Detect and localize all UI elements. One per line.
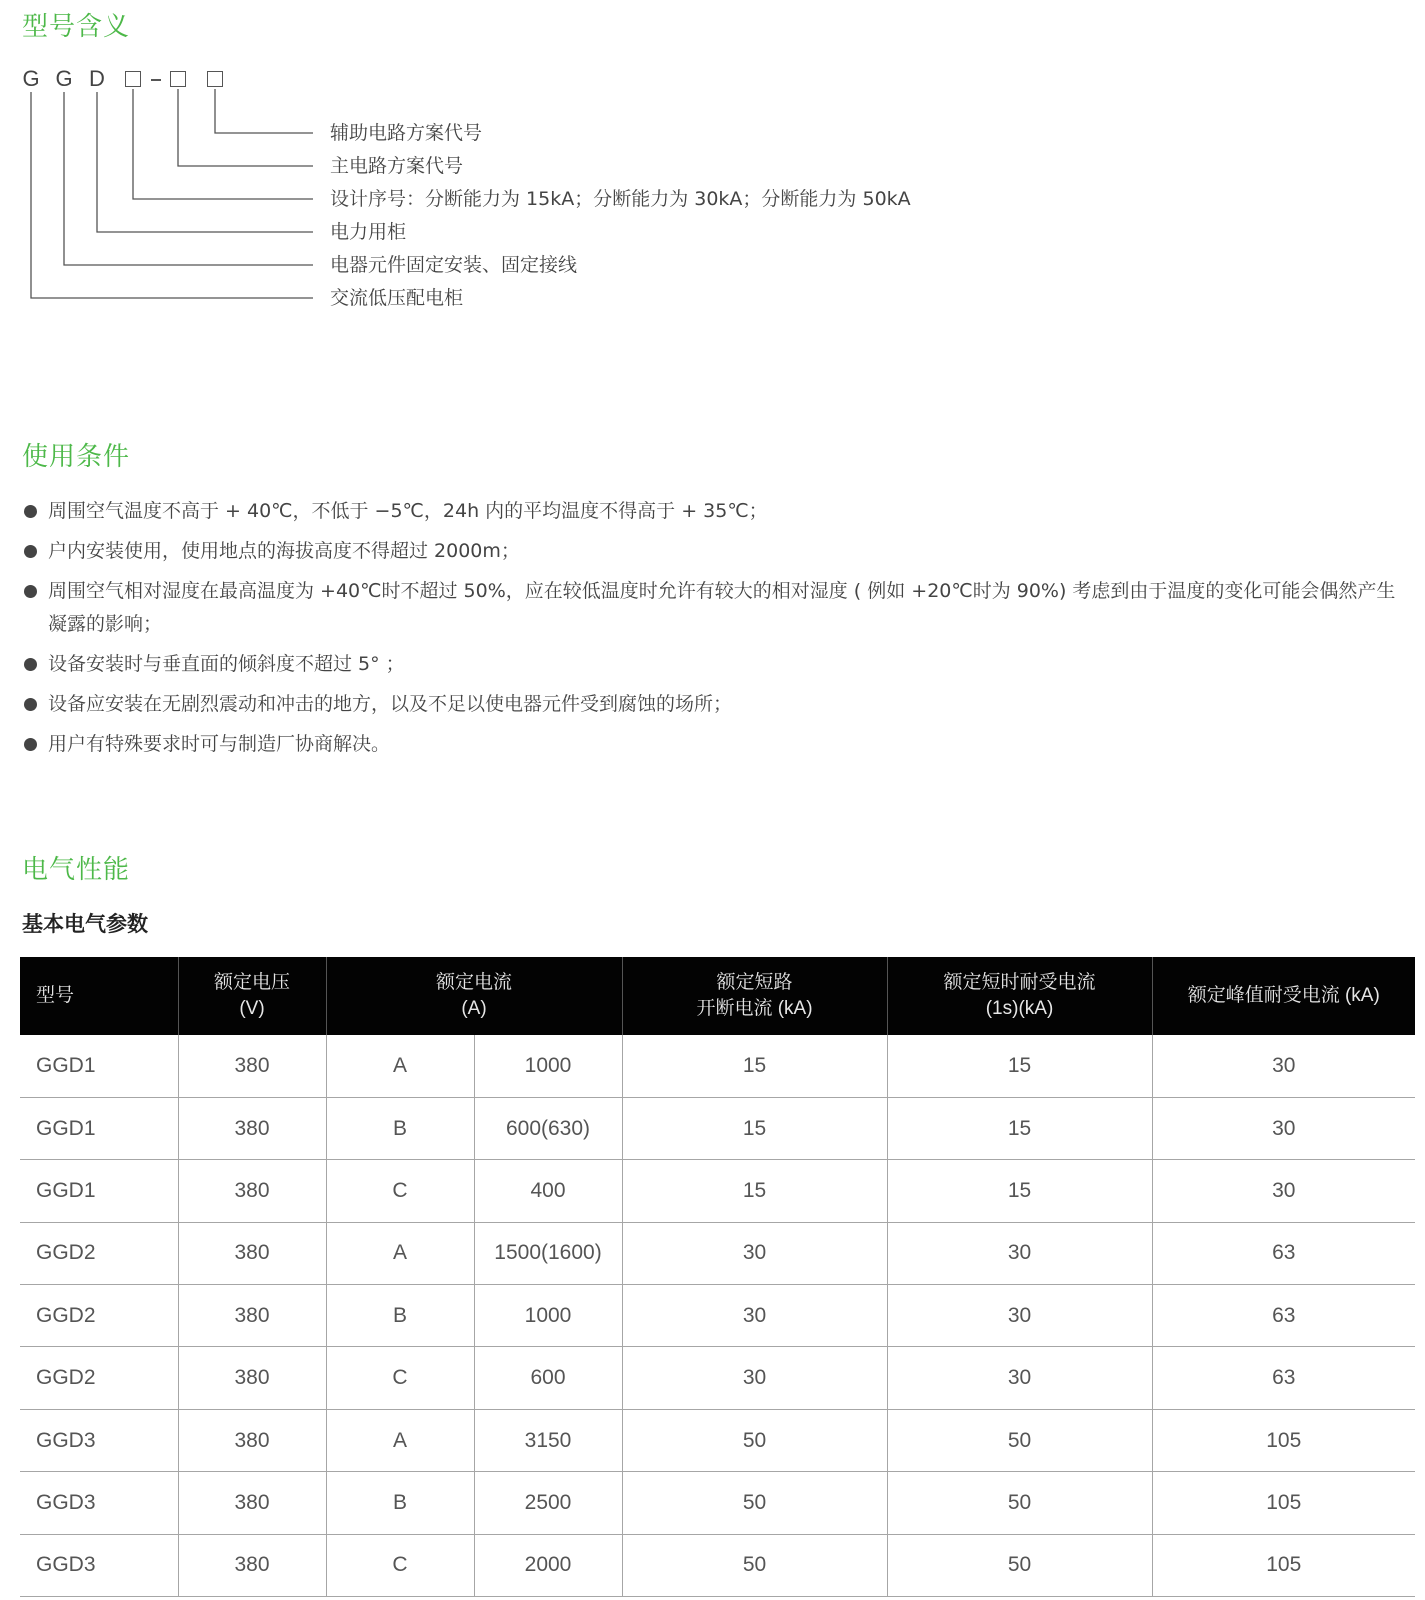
model-code-dash — [151, 79, 161, 81]
list-item — [24, 535, 1409, 568]
model-code-char-g2: G — [55, 66, 73, 91]
cell-short-time: 30 — [887, 1285, 1152, 1347]
condition-text: 周围空气温度不高于 + 40℃，不低于 −5℃，24h 内的平均温度不得高于 + 35℃； — [48, 500, 768, 522]
model-code-char-d: D — [89, 66, 105, 91]
cell-voltage: 380 — [178, 1285, 326, 1347]
cell-current: 1000 — [474, 1035, 622, 1097]
table-row — [20, 1097, 1415, 1159]
cell-short-time: 50 — [887, 1472, 1152, 1534]
header-voltage-line2: (V) — [239, 998, 265, 1019]
table-row — [20, 1285, 1415, 1347]
cell-current: 600(630) — [474, 1097, 622, 1159]
model-label-aux: 辅助电路方案代号 — [330, 122, 483, 144]
table-row — [20, 1472, 1415, 1534]
cell-class: C — [326, 1347, 474, 1409]
table-header-row — [20, 957, 1415, 1035]
model-label-main: 主电路方案代号 — [330, 155, 464, 177]
bullet-icon — [24, 698, 37, 711]
cell-voltage: 380 — [178, 1035, 326, 1097]
cell-voltage: 380 — [178, 1222, 326, 1284]
header-current — [326, 957, 622, 1035]
header-current-line1: 额定电流 — [436, 972, 513, 993]
bullet-icon — [24, 658, 37, 671]
cell-breaking: 50 — [622, 1472, 887, 1534]
cell-voltage: 380 — [178, 1097, 326, 1159]
cell-model: GGD1 — [20, 1035, 178, 1097]
cell-short-time: 30 — [887, 1222, 1152, 1284]
cell-short-time: 15 — [887, 1160, 1152, 1222]
condition-text: 设备应安装在无剧烈震动和冲击的地方，以及不足以使电器元件受到腐蚀的场所； — [48, 693, 733, 715]
cell-class: B — [326, 1472, 474, 1534]
cell-breaking: 30 — [622, 1347, 887, 1409]
list-item — [24, 648, 1409, 681]
cell-class: B — [326, 1285, 474, 1347]
cell-model: GGD2 — [20, 1222, 178, 1284]
header-voltage — [178, 957, 326, 1035]
conditions-list — [24, 495, 1409, 768]
model-label-ac: 交流低压配电柜 — [330, 287, 464, 309]
model-code-connector-lines — [0, 0, 340, 310]
model-label-fixed: 电器元件固定安装、固定接线 — [330, 254, 578, 276]
cell-breaking: 30 — [622, 1285, 887, 1347]
table-row — [20, 1035, 1415, 1097]
cell-peak: 105 — [1152, 1472, 1415, 1534]
cell-class: B — [326, 1097, 474, 1159]
cell-class: A — [326, 1222, 474, 1284]
cell-class: C — [326, 1160, 474, 1222]
cell-voltage: 380 — [178, 1347, 326, 1409]
table-row — [20, 1222, 1415, 1284]
cell-model: GGD3 — [20, 1534, 178, 1596]
cell-model: GGD1 — [20, 1097, 178, 1159]
table-row — [20, 1409, 1415, 1471]
cell-peak: 105 — [1152, 1534, 1415, 1596]
cell-model: GGD2 — [20, 1347, 178, 1409]
condition-text: 户内安装使用，使用地点的海拔高度不得超过 2000m； — [48, 540, 520, 562]
cell-breaking: 15 — [622, 1160, 887, 1222]
cell-current: 1000 — [474, 1285, 622, 1347]
cell-peak: 30 — [1152, 1035, 1415, 1097]
cell-voltage: 380 — [178, 1409, 326, 1471]
header-voltage-line1: 额定电压 — [213, 972, 290, 993]
cell-peak: 30 — [1152, 1097, 1415, 1159]
header-short-line1: 额定短时耐受电流 — [943, 972, 1096, 993]
model-label-power: 电力用柜 — [330, 221, 407, 243]
bullet-icon — [24, 505, 37, 518]
cell-short-time: 50 — [887, 1409, 1152, 1471]
list-item — [24, 495, 1409, 528]
model-label-design: 设计序号：分断能力为 15kA；分断能力为 30kA；分断能力为 50kA — [330, 188, 911, 210]
cell-current: 3150 — [474, 1409, 622, 1471]
cell-breaking: 50 — [622, 1534, 887, 1596]
cell-class: A — [326, 1409, 474, 1471]
model-code-box-design — [125, 71, 141, 87]
cell-short-time: 30 — [887, 1347, 1152, 1409]
cell-model: GGD3 — [20, 1472, 178, 1534]
cell-voltage: 380 — [178, 1472, 326, 1534]
bullet-icon — [24, 738, 37, 751]
list-item — [24, 575, 1409, 641]
section-title-conditions: 使用条件 — [22, 442, 131, 472]
header-breaking-line1: 额定短路 — [716, 972, 793, 993]
cell-breaking: 15 — [622, 1097, 887, 1159]
cell-voltage: 380 — [178, 1534, 326, 1596]
header-current-line2: (A) — [461, 998, 487, 1019]
header-breaking — [622, 957, 887, 1035]
header-peak: 额定峰值耐受电流 (kA) — [1152, 957, 1415, 1035]
section-title-model-meaning: 型号含义 — [22, 12, 131, 42]
header-breaking-line2: 开断电流 (kA) — [696, 998, 813, 1019]
table-row — [20, 1347, 1415, 1409]
cell-short-time: 15 — [887, 1097, 1152, 1159]
cell-short-time: 15 — [887, 1035, 1152, 1097]
condition-text: 周围空气相对湿度在最高温度为 +40℃时不超过 50%，应在较低温度时允许有较大的相对湿度 ( 例如 +20℃时为 90%) 考虑到由于温度的变化可能会偶然产生凝露的影响； — [48, 580, 1396, 635]
table-row — [20, 1534, 1415, 1596]
cell-breaking: 15 — [622, 1035, 887, 1097]
section-title-electrical: 电气性能 — [22, 855, 131, 885]
model-code-char-g1: G — [22, 66, 40, 91]
cell-current: 2000 — [474, 1534, 622, 1596]
cell-peak: 63 — [1152, 1222, 1415, 1284]
condition-text: 用户有特殊要求时可与制造厂协商解决。 — [48, 733, 391, 755]
header-short-line2: (1s)(kA) — [985, 998, 1054, 1019]
cell-model: GGD3 — [20, 1409, 178, 1471]
cell-current: 2500 — [474, 1472, 622, 1534]
condition-text: 设备安装时与垂直面的倾斜度不超过 5° ； — [48, 653, 405, 675]
cell-model: GGD2 — [20, 1285, 178, 1347]
list-item — [24, 728, 1409, 761]
table-row — [20, 1160, 1415, 1222]
list-item — [24, 688, 1409, 721]
cell-breaking: 50 — [622, 1409, 887, 1471]
cell-class: C — [326, 1534, 474, 1596]
cell-peak: 63 — [1152, 1285, 1415, 1347]
cell-peak: 105 — [1152, 1409, 1415, 1471]
cell-model: GGD1 — [20, 1160, 178, 1222]
electrical-parameters-table — [20, 957, 1415, 1597]
cell-breaking: 30 — [622, 1222, 887, 1284]
cell-voltage: 380 — [178, 1160, 326, 1222]
header-model: 型号 — [20, 957, 178, 1035]
model-code-box-main — [170, 71, 186, 87]
table-subtitle: 基本电气参数 — [22, 912, 148, 936]
header-short-time — [887, 957, 1152, 1035]
cell-current: 400 — [474, 1160, 622, 1222]
cell-current: 1500(1600) — [474, 1222, 622, 1284]
cell-class: A — [326, 1035, 474, 1097]
cell-peak: 30 — [1152, 1160, 1415, 1222]
cell-short-time: 50 — [887, 1534, 1152, 1596]
bullet-icon — [24, 585, 37, 598]
cell-current: 600 — [474, 1347, 622, 1409]
bullet-icon — [24, 545, 37, 558]
model-code-box-aux — [207, 71, 223, 87]
cell-peak: 63 — [1152, 1347, 1415, 1409]
